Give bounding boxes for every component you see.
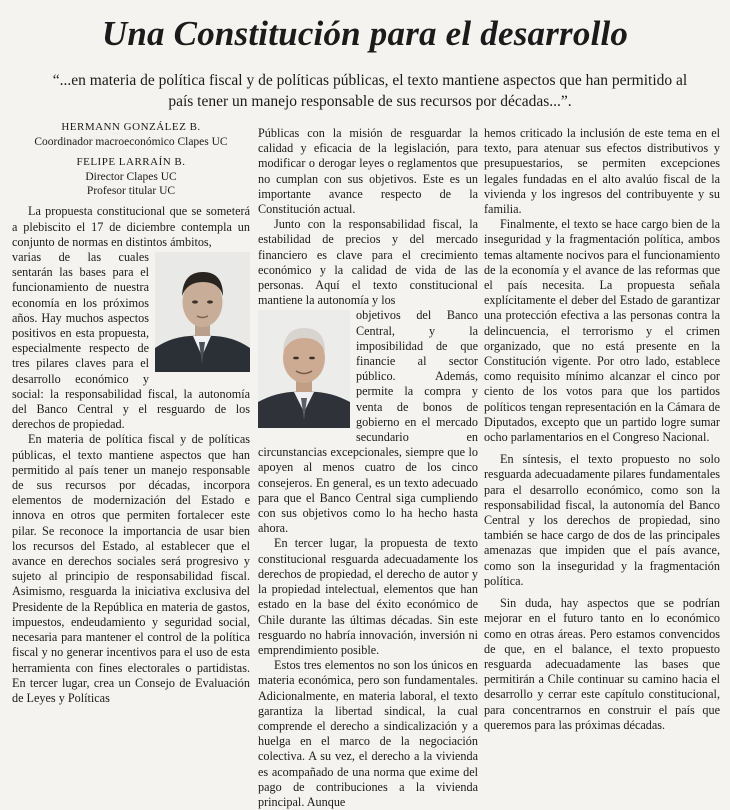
article-subhead: “...en materia de política fiscal y de políticas públicas, el texto mantiene aspectos que han permitido al país tener un manejo responsable de sus recursos por décadas...”.	[52, 72, 688, 110]
paragraph-conclusion: Sin duda, hay aspectos que se podrían mejorar en el futuro tanto en lo económico como en otras áreas. Pero estamos convencidos de que, en el balance, el texto propuesto resguarda adecuadamente las bases que permitirán a Chile continuar su camino hacia el desarrollo y cerrar este capítulo constitucional, para concentrarnos en construir el país que queremos para las próximas décadas.	[484, 596, 720, 732]
paragraph-property: En tercer lugar, la propuesta de texto constitucional resguarda adecuadamente los derechos de propiedad, el derecho de autor y la propiedad intelectual, elementos que han estado en la base del éxito económico de Chile durante las últimas décadas. Sin este resguardo no habría innovación, inversión ni emprendimiento posible.	[258, 536, 478, 657]
author-name: HERMANN GONZÁLEZ B.	[61, 121, 201, 133]
author-role: Coordinador macroeconómico Clapes UC	[34, 136, 228, 149]
paragraph-central-bank-cont: objetivos del Banco Central, y la imposibilidad de que financie al sector público. Además, permite la compra y venta de bonos de gobierno en el mercado secundario en circunstancias excepcionales, siempre que lo apoyen al menos cuatro de los cinco consejeros. En general, es un texto adecuado para que el Banco Central siga cumpliendo con sus objetivos como lo ha hecho hasta ahora.	[258, 308, 478, 536]
author-role: Profesor titular UC	[86, 185, 176, 198]
author-photo-larrain	[258, 310, 350, 428]
paragraph-gap	[484, 589, 720, 596]
paragraph-central-bank: Junto con la responsabilidad fiscal, la estabilidad de precios y del mercado financiero es clave para el crecimiento económico y la calidad de vida de las personas. Aquí el texto constitucional mantiene la autonomía y los	[258, 217, 478, 308]
paragraph-fiscal-cont: Públicas con la misión de resguardar la calidad y eficacia de la legislación, para modificar o derogar leyes o reglamentos que no cumplan con sus objetivos. Este es un importante avance respecto de la Constitución actual.	[258, 126, 478, 217]
paragraph-security: Finalmente, el texto se hace cargo bien de la inseguridad y la fragmentación política, ambos temas altamente nocivos para el funcionamiento de la economía y el avance de las reformas que el país necesita. La propuesta señala explícitamente el deber del Estado de garantizar una protección efectiva a las personas contra la delincuencia, el terrorismo y el crimen organizado, que no está presente en la Constitución vigente. Por otro lado, establece como requisito mínimo alcanzar el cinco por ciento de los votos para que los partidos políticos tengan representación en la Cámara de Diputados, excepto que un partido logre sumar ocho parlamentarios en el Congreso Nacional.	[484, 217, 720, 445]
author-photo-gonzalez	[155, 252, 250, 372]
author-name: FELIPE LARRAÍN B.	[76, 156, 186, 169]
paragraph-gap	[484, 445, 720, 452]
author-role: Director Clapes UC	[85, 171, 177, 184]
paragraph-fiscal: En materia de política fiscal y de políticas públicas, el texto mantiene aspectos que han permitido al país tener un manejo responsable de sus recursos por décadas, incorpora elementos de modernización del Estado e innova en otros que permiten fortalecer este pilar. Se reconoce la importancia de usar bien los recursos del Estado, al establecer que el avance en derechos sociales será progresivo y sujeto al principio de responsabilidad fiscal. Asimismo, resguarda la iniciativa exclusiva del Presidente de la República en materia de gastos, impuestos, endeudamiento y seguridad social, necesaria para mantener el control de la política fiscal y no generar incentivos para el uso de esta herramienta con fines electorales o partidistas. En tercer lugar, crea un Consejo de Evaluación de Leyes y Políticas	[12, 432, 250, 705]
article-column-2	[258, 126, 478, 810]
paragraph-labor-cont: hemos criticado la inclusión de este tema en el texto, para atenuar sus efectos distributivos y presupuestarios, se permiten excepciones legales fundadas en el alto avalúo fiscal de la vivienda y los ingresos del contribuyente y su familia.	[484, 126, 720, 217]
paragraph-summary: En síntesis, el texto propuesto no solo resguarda adecuadamente pilares fundamentales para el desarrollo económico, como son la responsabilidad fiscal, la autonomía del Banco Central y los derechos de propiedad, sino también se hace cargo de dos de las principales amenazas que impiden que el país avance, como son la inseguridad y la fragmentación política.	[484, 452, 720, 588]
article-column-3	[484, 126, 720, 733]
author-block-larrain	[12, 155, 250, 198]
article-headline: Una Constitución para el desarrollo	[101, 14, 629, 53]
author-block-gonzalez	[12, 120, 250, 149]
paragraph-intro-cont: varias de las cuales sentarán las bases para el funcionamiento de nuestra economía en los próximos años. Hay muchos aspectos positivos en esta propuesta, especialmente respecto de tres pilares claves para el desarrollo económico y social: la responsabilidad fiscal, la autonomía del Banco Central y el resguardo de los derechos de propiedad.	[12, 250, 250, 432]
paragraph-labor: Estos tres elementos no son los únicos en materia económica, pero son fundamentales. Adicionalmente, en materia laboral, el texto garantiza la libertad sindical, la cual comprende el derecho a sindicalización y a huelga en el marco de la negociación colectiva. A su vez, el derecho a la vivienda es acompañado de una norma que exime del pago de contribuciones a la vivienda principal. Aunque	[258, 658, 478, 809]
paragraph-intro: La propuesta constitucional que se someterá a plebiscito el 17 de diciembre contempla un conjunto de normas en distintos ámbitos,	[12, 204, 250, 249]
article-column-1	[12, 120, 250, 706]
